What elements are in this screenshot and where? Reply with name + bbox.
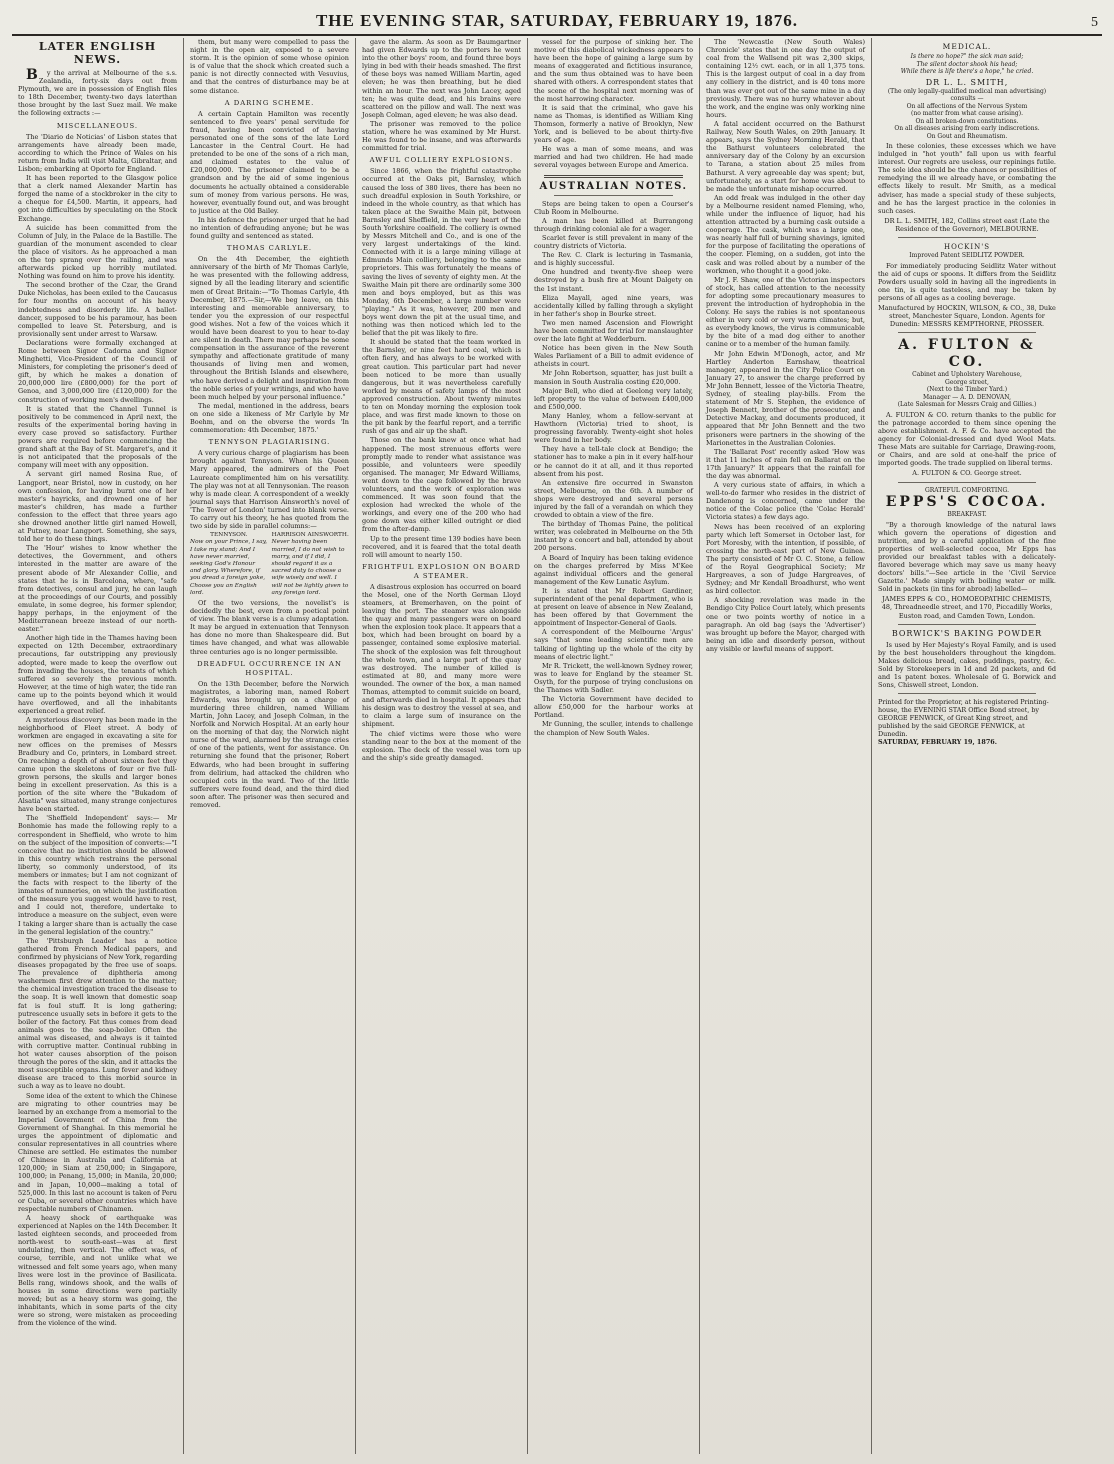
epigraph <box>878 53 1056 76</box>
paragraph: Many Hanley, whom a fellow-servant at Hawthorn (Victoria) tried to shoot, is progressing favorably. Twenty-eight shot holes were found in her body. <box>534 411 693 445</box>
column-1 <box>12 38 184 1454</box>
advertisement-fulton <box>878 337 1056 409</box>
paragraph: Scarlet fever is still prevalent in many of the country districts of Victoria. <box>534 233 693 251</box>
paragraph: gave the alarm. As soon as Dr Baumgartner had given Edwards up to the porters he went into the other boys' room, and found three boys lying in bed with their heads smashed. The first of these boys was named William Martin, aged eleven; he was then breathing, but he died within an hour. The next was John Lacey, aged ten; he was quite dead, and his brains were scattered on the pillow and wall. The next was Joseph Colman, aged eleven; he was also dead. <box>362 38 521 119</box>
paragraph: The 'Diario de Noticias' of Lisbon states that arrangements have already been made, according to which the Prince of Wales on his return from India will visit Malta, Gibraltar, and Lisbon; embarking at Oporto for England. <box>18 132 177 173</box>
ad-signature: A. FULTON & CO. George street. <box>912 469 1022 478</box>
paragraph: It is said that the criminal, who gave his name as Thomas, is identified as William King Thomson, formerly a native of Brooklyn, New York, and is believed to be about thirty-five years of age. <box>534 103 693 145</box>
paragraph: An extensive fire occurred in Swanston street, Melbourne, on the 6th. A number of shops were destroyed and several persons injured by the fall of a verandah on which they crowded to obtain a view of the fire. <box>534 478 693 520</box>
paragraph: On the 13th December, before the Norwich magistrates, a laboring man, named Robert Edwards, was brought up on a charge of murdering three children, named William Martin, John Lacey, and Joseph Colman, in the Norfolk and Norwich Hospital. At an early hour on the morning of that day, the Norwich night nurse of the ward, alarmed by the strange cries of one of the patients, went for assistance. On returning she found that the prisoner, Robert Edwards, who had been brought in suffering from delirium, had attacked the children who occupied cots in the ward. Two of the little sufferers were found dead, and the third died soon after. The prisoner was then secured and removed. <box>190 679 349 810</box>
paragraph: The 'Newcastle (New South Wales) Chronicle' states that in one day the output of coal from the Wallsend pit was 2,300 skips, containing 12½ cwt. each, or in all 1,375 tons. This is the largest output of coal in a day from any colliery in the district, and is 40 tons more than was ever got out of the same mine in a day previously. There was no hurry whatever about the work, and the engine was only working nine hours. <box>706 38 865 119</box>
column-4 <box>528 38 700 1454</box>
paragraph: The second brother of the Czar, the Grand Duke Nicholas, has been exiled to the Caucasus for four months on account of his heavy indebtedness and disorderly life. A ballet-dancer, supposed to be his paramour, has been compelled to leave St. Petersburg, and is provisionally sent under arrest to Warsaw. <box>18 281 177 338</box>
paragraph: Mr Gunning, the sculler, intends to challenge the champion of New South Wales. <box>534 720 693 737</box>
ad-line: (Next to the Timber Yard.) <box>926 386 1008 394</box>
paragraph: Since 1866, when the frightful catastrophe occurred at the Oaks pit, Barnsley, which caused the loss of 380 lives, there has been no such dreadful explosion in South Yorkshire, or indeed in the whole country, as that which has taken place at the Swaithe Main pit, between Barnsley and Sheffield, in the very heart of the South Yorkshire coalfield. The colliery is owned by Messrs Mitchell and Co., and is one of the very largest undertakings of the kind. Connected with it is a large mining village at Edmunds Main colliery, belonging to the same proprietors. This was fortunately the means of saving the lives of seventy of eighty men. At the Swaithe Main pit there are ordinarily some 300 men and boys employed, but as this was Monday, 6th December, a large number were "playing." As it was, however, 200 men and boys went down the pit at the usual time, and nothing was then noticed which led to the belief that the pit was likely to fire. <box>362 167 521 338</box>
ad-line: On all broken-down constitutions. <box>915 117 1019 125</box>
divider <box>898 482 1036 483</box>
epigraph-line: The silent doctor shook his head; <box>916 60 1018 68</box>
paragraph: Some idea of the extent to which the Chinese are migrating to other countries may be learned by an exchange from a memorial to the Imperial Government of China from the Government of Shanghai. In this memorial he urges the appointment of diplomatic and consular representatives in all countries where Chinese are settled. He estimates the number of Chinese in Australia and California at 120,000; in Siam at 250,000; in Singapore, 100,000; in Penang, 15,000; in Manila, 20,000; and in Japan, 10,000—making a total of 525,000. In this last no account is taken of Peru or Cuba, or several other countries which have respectable numbers of Chinamen. <box>18 1091 177 1213</box>
subheading: FRIGHTFUL EXPLOSION ON BOARD A STEAMER. <box>362 562 521 580</box>
paragraph: Notice has been given in the New South Wales Parliament of a Bill to admit evidence of atheists in court. <box>534 344 693 369</box>
ad-title: BORWICK'S BAKING POWDER <box>891 628 1043 638</box>
divider <box>898 237 1036 238</box>
paragraph: Mr R. Trickett, the well-known Sydney rower, was to leave for England by the steamer St. Osyth, for the purpose of trying conclusions on the Thames with Sadler. <box>534 661 693 695</box>
column-3 <box>356 38 528 1454</box>
paragraph: A correspondent of the Melbourne 'Argus' says "that some leading scientific men are talking of lighting up the whole of the city by means of electric light." <box>534 628 693 661</box>
paragraph: Mr John Edwin M'Donogh, actor, and Mr Hartley Anderton Earnshaw, theatrical manager, appeared in the City Police Court on January 27, to answer the charge preferred by Mr John Bennett, lessee of the Victoria Theatre, Sydney, of stealing play-bills. From the statement of Mr S. Stephen, the evidence of Joseph Bennett, brother of the prosecutor, and Detective Mackay, and documents produced, it appeared that Mr John Bennett and the two prisoners were partners in the showing of the Marionettes in the Australian Colonies. <box>706 349 865 447</box>
imprint-date: SATURDAY, FEBRUARY 19, 1876. <box>878 738 997 747</box>
section-heading-australian-notes: AUSTRALIAN NOTES. <box>539 180 688 192</box>
paragraph: The medal, mentioned in the address, bears on one side a likeness of Mr Carlyle by Mr Boehm, and on the obverse the words 'In commemoration: 4th December, 1875.' <box>190 401 349 435</box>
paragraph: On the 4th December, the eightieth anniversary of the birth of Mr Thomas Carlyle, he was presented with the following address, signed by all the leading literary and scientific men of Great Britain:—"To Thomas Carlyle, 4th December, 1875.—Sir,—We beg leave, on this interesting and memorable anniversary, to tender you the expression of our respectful good wishes. Not a few of the voices which it would have been dearest to you to hear to-day are silent in death. There may perhaps be some compensation in the assurance of the reverent sympathy and affectionate gratitude of many thousands of living men and women, throughout the British Islands and elsewhere, who have derived a delight and inspiration from the noble series of your writings, and who have been much helped by your personal influence." <box>190 255 350 401</box>
page-number: 5 <box>1091 15 1098 30</box>
ad-line: On Gout and Rheumatism. <box>926 132 1008 140</box>
paragraph: In his defence the prisoner urged that he had no intention of defrauding anyone; but he was found guilty and sentenced as stated. <box>190 215 349 241</box>
paragraph: The 'Hour' wishes to know whether the detectives, the Government, and others interested in the matter are aware of the present abode of Mr Alexander Collie, and states that he is in Barcelona, where, "safe from detectives, consul and jury, he can laugh at the proceedings of our Courts, and possibly emulate, in some degree, his former splendor, happy perhaps, in the enjoyment of the Mediterranean breeze instead of our north-easter." <box>18 544 177 634</box>
paragraph: They have a tell-tale clock at Bendigo; the stationer has to make a pin in it every half-hour or he cannot do it at all, and it thus reported absent from his post. <box>534 445 693 478</box>
ad-title: EPPS'S COCOA. <box>885 494 1049 511</box>
paragraph: Another high tide in the Thames having been expected on 12th December, extraordinary precautions, far outstripping any previously adopted, were made to keep the overflow out from invading the houses, the tenants of which suffered so severely the previous month. However, at the time of high water, the tide ran came up to the points beyond which it would have overflowed, and all the inhabitants experienced a great relief. <box>18 634 177 716</box>
ad-line: (Late Salesman for Messrs Craig and Gillies.) <box>897 401 1037 409</box>
divider <box>898 693 1036 694</box>
paragraph: News has been received of an exploring party which left Somerset in October last, for Port Moresby, with the intention, if possible, of crossing the north-east part of New Guinea. The party consisted of Mr O. C. Stone, a fellow of the Royal Geographical Society; Mr Hargreaves, a son of Judge Hargreaves, of Sydney; and Mr Kendall Broadhurst, who went as bird collector. <box>706 522 865 596</box>
paragraph: Mr J. F. Shaw, one of the Victorian inspectors of stock, has called attention to the necessity for adopting some precautionary measures to prevent the introduction of hydrophobia in the Colony. He says the rabies is not spontaneous either in very cold or very warm climates; but, as everybody knows, the virus is communicable by the bite of a mad dog either to another canine or to a member of the human family. <box>706 275 865 349</box>
poem-right <box>272 532 350 597</box>
paragraph: It should be stated that the team worked in the Barnsley, or nine feet hard coal, which is often fiery, and has always to be worked with great caution. This particular part had never been noticed to be more than usually dangerous, but it was nevertheless carefully worked by means of safety lamps of the most approved construction. About twenty minutes to ten on Monday morning the explosion took place, and was first made known to those on the pit bank by the fearful report, and a terrific rush of gas and air up the shaft. <box>362 338 521 436</box>
column-2 <box>184 38 356 1454</box>
paragraph: Major Bell, who died at Geelong very lately, left property to the value of between £400,000 and £500,000. <box>534 386 693 411</box>
ad-line: On all affections of the Nervous System <box>906 102 1028 110</box>
epigraph-line: Is there no hope?" the sick man said; <box>910 53 1024 60</box>
advertisement-epps-cocoa <box>878 487 1056 519</box>
poem-left <box>190 532 268 597</box>
paragraph: The prisoner was removed to the police station, where he was examined by Mr Hurst. He was found to be insane, and was afterwards committed for trial. <box>362 119 521 153</box>
paragraph: Eliza Mayall, aged nine years, was accidentally killed by falling through a skylight in her father's shop in Bourke street. <box>534 293 693 318</box>
subheading: TENNYSON PLAGIARISING. <box>208 438 331 447</box>
ad-signature: JAMES EPPS & CO., HOMOEOPATHIC CHEMISTS, 48, Threadneedle street, and 170, Piccadilly Works, Euston road, and Camden Town, London. <box>881 595 1053 620</box>
paragraph: vessel for the purpose of sinking her. The motive of this diabolical wickedness appears to have been the hope of gaining a large sum by means of exaggerated and fictitious insurance, and the sum thus obtained was to have been shared with others. A correspondent states that the scene of the hospital next morning was of the most harrowing character. <box>534 38 693 103</box>
advertisement-borwick <box>878 629 1056 639</box>
paragraph: An odd freak was indulged in the other day by a Melbourne resident named Fleming, who, while under the influence of liquor, had his attention attracted by a burning cask outside a cooperage. The cask, which was a large one, was nearly half full of burning shavings, ignited for the purpose of facilitating the operations of the cooper. Fleming, on a sudden, got into the cask and was rolled about by a number of the workmen, who thought it a good joke. <box>706 193 865 275</box>
divider <box>898 624 1036 625</box>
parallel-quotation <box>190 532 349 597</box>
paragraph: Mr John Robertson, squatter, has just built a mansion in South Australia costing £20,000. <box>534 369 693 386</box>
masthead <box>12 10 1102 36</box>
ad-body: Is used by Her Majesty's Royal Family, and is used by the best householders throughout the kingdom. Makes delicious bread, cakes, puddings, pastry, &c. Sold by Storekeepers in 1d and 2d packets, and 6d and 1s patent boxes. Wholesale of G. Borwick and Sons, Chiswell street, London. <box>878 640 1056 690</box>
column-5 <box>700 38 872 1454</box>
paragraph: Those on the bank knew at once what had happened. The most strenuous efforts were promptly made to render what assistance was possible, and volunteers were speedily organised. The manager, Mr Edward Williams, went down to the cage followed by the brave volunteers, and the work of exploration was commenced. It was soon found that the explosion had wrecked the whole of the workings, and every one of the 200 who had gone down was either killed outright or died from the after-damp. <box>362 436 521 534</box>
ad-body: A. FULTON & CO. return thanks to the public for the patronage accorded to them since opening the above establishment. A. F. & Co. have accepted the agency for Colonial-dressed and dyed Wool Mats. These Mats are suitable for Carriage, Drawing-room, or Chairs, and are sold at one-half the price of imported goods. The trade supplied on liberal terms. <box>878 410 1056 468</box>
paragraph: The 'Pittsburgh Leader' has a notice gathered from French Medical papers, and confirmed by physicians of New York, regarding diseases propagated by the free use of soaps. The prevalence of diphtheria among washermen first drew attention to the matter; the chemical investigation traced the disease to the soap. It is well known that domestic soap fat is foul stuff. It is long gathering; putrescence usually sets in before it gets to the boiler of the factory. Fat thus comes from dead animals goes to the soap-boiler. Often the animal was diseased, and always is it tainted with corruptive matter. Continual rubbing in hot water causes absorption of the poison through the pores of the skin, and it attacks the most susceptible organs. Lung fever and kidney disease are traced to this morbid source in such a way as to leave no doubt. <box>18 936 177 1091</box>
paragraph: A shocking revelation was made in the Bendigo City Police Court lately, which presents one or two points worthy of notice in a paragraph. An old bag (says the 'Advertiser') was brought up before the Mayor, charged with being an idle and disorderly person, without any visible or lawful means of support. <box>706 596 865 653</box>
ad-name: DR L. L. SMITH, <box>925 77 1009 87</box>
divider <box>898 332 1036 333</box>
section-heading-medical: MEDICAL. <box>942 42 992 51</box>
ad-kicker: GRATEFUL COMFORTING. <box>924 486 1010 494</box>
paragraph: The 'Sheffield Independent' says:— Mr Bonhomie has made the following reply to a correspondent in Sheffield, who wrote to him on the subject of the imposition of converts:—"I conceive that no institution should be allowed in this country which restrains the personal liberty, so commonly understood, of its members or inmates; but I am not cognizant of the facts with respect to the liberty of the inmates of nunneries, on which the justification of the measure you suggest would have to rest, and I could not, therefore, undertake to introduce a measure on the subject, even were I taking a larger share than is actually the case in the general legislation of the country." <box>18 814 177 936</box>
paragraph: He was a man of some means, and was married and had two children. He had made several voyages between Europe and America. <box>534 145 693 170</box>
paragraph: A mysterious discovery has been made in the neighborhood of Fleet street. A body of workmen are engaged in excavating a site for new offices on the premises of Messrs Bradbury and Co, printers, in Lombard street. On reaching a depth of about sixteen feet they came upon the skeletons of four or five full-grown persons, the skulls and larger bones being in excellent preservation. As this is a portion of the site where the "Bukadom of Alsatia" was situated, many strange conjectures have been started. <box>18 716 177 814</box>
paragraph: It is stated that the Channel Tunnel is positively to be commenced in April next, the results of the experimental boring having in every case proved so satisfactory. Further powers are required before commencing the grand shaft at the Bay of St. Margaret's, and it is not anticipated that the proposals of the company will meet with any opposition. <box>18 404 177 470</box>
paragraph: Two men named Ascension and Flowright have been committed for trial for manslaughter over the late fight at Wedderburn. <box>534 318 693 344</box>
ad-subtitle: BREAKFAST. <box>947 511 987 519</box>
paragraph: A fatal accident occurred on the Bathurst Railway, New South Wales, on 29th January. It appears, says the Sydney Morning Herald, that the Bathurst volunteers celebrated the anniversary day of the Colony by an excursion to Tarana, a station about 25 miles from Bathurst. A very agreeable day was spent; but, unfortunately, as a start for home was about to be made the unfortunate mishap occurred. <box>706 119 865 193</box>
imprint <box>878 698 1056 746</box>
subheading: A DARING SCHEME. <box>224 98 315 107</box>
column-6-advertisements <box>872 38 1062 1454</box>
paragraph: Declarations were formally exchanged at Rome between Signor Cadorna and Signor Minghetti, Vice-President of the Council of Ministers, for completing the prisoner's deed of gift, by which he makes a donation of 20,000,000 lire (£800,000) for the port of Genoa, and 3,000,000 lire (£120,000) for the construction of working men's dwellings. <box>18 338 177 404</box>
ad-line: George street, <box>945 378 989 386</box>
section-heading-later-english-news: LATER ENGLISH NEWS. <box>38 40 157 66</box>
poem-right-title: HARRISON AINSWORTH. <box>271 532 349 539</box>
paragraph: The Rev. C. Clark is lecturing in Tasmania, and is highly successful. <box>534 251 693 268</box>
paragraph: A Board of Inquiry has been taking evidence on the charges preferred by Miss M'Kee against individual officers and the general management of the Kew Lunatic Asylum. <box>534 553 693 586</box>
paragraph: A certain Captain Hamilton was recently sentenced to five years' penal servitude for fraud, having been convicted of having personated one of the sons of the late Lord Lancaster in the Central Court. He had pretended to be one of the sons of a rich man, and claimed estates to the value of £20,000,000. The prisoner claimed to be a grandson and by the aid of some ingenious documents he actually obtained a considerable sum of money from various persons. He was, however, eventually found out, and was brought to justice at the Old Bailey. <box>190 109 349 215</box>
ad-title: A. FULTON & CO. <box>898 337 1036 371</box>
ad-line: Cabinet and Upholstery Warehouse, <box>912 371 1022 379</box>
poem-right-text: Never having been married, I do not wish to marry, and if I did, I should regard it as a sacred duty to choose a wife wisely and well. I will not be lightly given to any foreign lord. <box>271 539 349 596</box>
ad-line: (The only legally-qualified medical man advertising) consults — <box>887 87 1047 102</box>
subheading: DREADFUL OCCURRENCE IN AN HOSPITAL. <box>197 659 342 677</box>
ad-line: Manager — A. D. DENOVAN, <box>922 393 1012 401</box>
poem-left-title: TENNYSON. <box>210 532 248 539</box>
paragraph: One hundred and twenty-five sheep were destroyed by a bush fire at Mount Dalgety on the 1st instant. <box>534 268 693 293</box>
paragraph: It has been reported to the Glasgow police that a clerk named Alexander Martin has forged the name of a stockbroker in the city to a cheque for £4,500. Martin, it appears, had got into difficulties by speculating on the Stock Exchange. <box>18 174 177 223</box>
subheading: THOMAS CARLYLE. <box>226 244 313 253</box>
paragraph: A disastrous explosion has occurred on board the Mosel, one of the North German Lloyd steamers, at Bremerhaven, on the point of leaving the port. The steamer was alongside the quay and many passengers were on board when the explosion took place. It appears that a box, which had been brought on board by a passenger, contained some explosive material. The shock of the explosion was felt throughout the whole town, and a large part of the quay was destroyed. The number of killed is estimated at 80, and many more were wounded. The owner of the box, a man named Thomas, attempted to commit suicide on board, and afterwards died in hospital. It appears that his design was to destroy the vessel at sea, and to claim a large sum of insurance on the shipment. <box>362 582 521 729</box>
paragraph: A man has been killed at Burrangong through drinking colonial ale for a wager. <box>534 216 693 233</box>
ad-maker: Manufactured by HOCKIN, WILSON, & CO., 38, Duke street, Manchester Square, London. Agents for Dunedin: MESSRS KEMPTHORNE, PROSSER. <box>878 304 1056 329</box>
columns <box>12 38 1102 1454</box>
subheading: AWFUL COLLIERY EXPLOSIONS. <box>369 156 514 165</box>
paragraph: A suicide has been committed from the Column of July, in the Palace de la Bastille. The guardian of the monument ascended to clear the place of visitors. As he approached a man on the top sprang over the railing, and was afterwards picked up horribly mutilated. Nothing was found on him to prove his identity. <box>18 223 177 281</box>
paragraph: A very curious state of affairs, in which a well-to-do farmer who resides in the district of Dandenong is concerned, came under the notice of the Colac police (the 'Colac Herald' Victoria states) a few days ago. <box>706 481 865 522</box>
ad-body: For immediately producing Seidlitz Water without the aid of cups or spoons. It differs from the Seidlitz Powders usually sold in having all the ingredients in one tin, is quite tasteless, and may be taken by persons of all ages as a cooling beverage. <box>878 261 1056 302</box>
divider <box>544 175 683 178</box>
ad-subtitle: Improved Patent SEIDLITZ POWDER. <box>909 252 1025 260</box>
paragraph: The chief victims were those who were standing near to the box at the moment of the explosion. The deck of the vessel was torn up and the ship's side greatly damaged. <box>362 729 521 762</box>
paragraph: The Victoria Government have decided to allow £50,000 for the harbour works at Portland. <box>534 695 693 720</box>
paragraph: Steps are being taken to open a Courser's Club Room in Melbourne. <box>534 199 693 216</box>
paragraph: By the arrival at Melbourne of the s.s. Zealandia, forty-six days out from Plymouth, we are in possession of English files to 18th December, twenty-two days laterthan those brought by the last Suez mail. We make the following extracts :— <box>18 67 177 118</box>
advertisement-dr-smith <box>878 78 1056 141</box>
paragraph: A heavy shock of earthquake was experienced at Naples on the 14th December. It lasted eighteen seconds, and proceeded from north-west to south-east—was at first undulating, then vertical. The effect was, of course, terrible, and not unlike what we witnessed and felt some years ago, when many lives were lost in the province of Basilicata. Bells rang, windows shook, and the walls of houses in some directions were partially moved; but as a heavy storm was going, the inhabitants, which in some parts of the city were so strong, were mistaken as proceeding from the violence of the wind. <box>18 1213 177 1328</box>
paragraph: Of the two versions, the novelist's is decidedly the best, even from a poetical point of view. The blank verse is a clumsy adaptation. It may be argued in extenuation that Tennyson has done no more than Shakespeare did. But times have changed, and what was allowable three centuries ago is no longer permissible. <box>190 598 349 656</box>
paragraph: A servant girl named Rosina Rue, of Langport, near Bristol, now in custody, on her own confession, for having burnt one of her master's hayricks, and drowned one of her master's children, has made a further confession to the effect that three years ago she drowned another little girl named Howell, at Putney, near Langport. Something, she says, told her to do these things. <box>18 470 177 544</box>
paragraph: It is stated that Mr Robert Gardiner, superintendent of the penal department, who is at present on leave of absence in New Zealand, has been offered by that Government the appointment of Inspector-General of Gaols. <box>534 586 693 628</box>
ad-line: On all diseases arising from early indiscretions. <box>894 125 1040 132</box>
paragraph: A very curious charge of plagiarism has been brought against Tennyson. When his Queen Mary appeared, the admirers of the Poet Laureate complimented him on his versatility. The play was not at all Tennysonian. The reason why is made clear. A correspondent of a weekly journal says that Harrison Ainsworth's novel of 'The Tower of London' turned into blank verse. To carry out his theory, he has quoted from the two side by side in parallel columns:— <box>190 449 349 531</box>
advertisement-seidlitz <box>878 242 1056 260</box>
paragraph: Up to the present time 139 bodies have been recovered, and it is feared that the total death roll will amount to nearly 150. <box>362 534 521 559</box>
poem-left-text: Now on your Prince, I say, I take my stand; And I have never married, seeking God's Honour and glory. Wherefore, if you dread a foreign yoke, Choose you an English lord. <box>190 539 268 596</box>
ad-body: "By a thorough knowledge of the natural laws which govern the operations of digestion and nutrition, and by a careful application of the fine properties of well-selected cocoa, Mr Epps has provided our breakfast tables with a delicately-flavored beverage which may save us many heavy doctors' bills."—See article in the 'Civil Service Gazette.' Made simply with boiling water or milk. Sold in packets (in tins for abroad) labelled— <box>878 520 1056 594</box>
masthead-title: THE EVENING STAR, SATURDAY, FEBRUARY 19, 1876. <box>315 11 799 30</box>
imprint-text: Printed for the Proprietor, at his registered Printing-house, the EVENING STAR Office Bond street, by GEORGE FENWICK, of Great King street, and published by the said GEORGE FENWICK, at Dunedin. <box>878 698 1049 739</box>
subheading: MISCELLANEOUS. <box>56 121 139 130</box>
divider <box>554 195 673 196</box>
paragraph: The birthday of Thomas Paine, the political writer, was celebrated in Melbourne on the 5th instant by a concert and ball, attended by about 200 persons. <box>534 520 693 553</box>
ad-signature: DR L. L. SMITH, 182, Collins street east (Late the Residence of the Governor), MELBOURNE. <box>884 216 1050 233</box>
ad-title: HOCKIN'S <box>943 243 991 252</box>
paragraph: The 'Ballarat Post' recently asked 'How was it that 11 inches of rain fell on Ballarat on the 17th January?' It appears that the rainfall for the day was abnormal. <box>706 447 865 480</box>
ad-line: (no matter from what cause arising). <box>911 110 1023 117</box>
ad-body: In these colonies, these excesses which we have indulged in "hot youth" fall upon us with fearful interest. Our regrets are useless, our repinings futile. The sole idea should be the chances or possibilities of remedying the ill we already have, or combating the effects likely to result. Mr Smith, as a medical adviser, has made a special study of these subjects, and he has the largest practice in the colonies in such cases. <box>878 142 1056 215</box>
paragraph: them, but many were compelled to pass the night in the open air, exposed to a severe storm. It is the opinion of some whose opinion is of value that the shock which created such a panic is not directly connected with Vesuvius, and that the centres of disturbance may be at some distance. <box>190 38 349 95</box>
epigraph-line: While there is life there's a hope," he cried. <box>900 68 1034 75</box>
